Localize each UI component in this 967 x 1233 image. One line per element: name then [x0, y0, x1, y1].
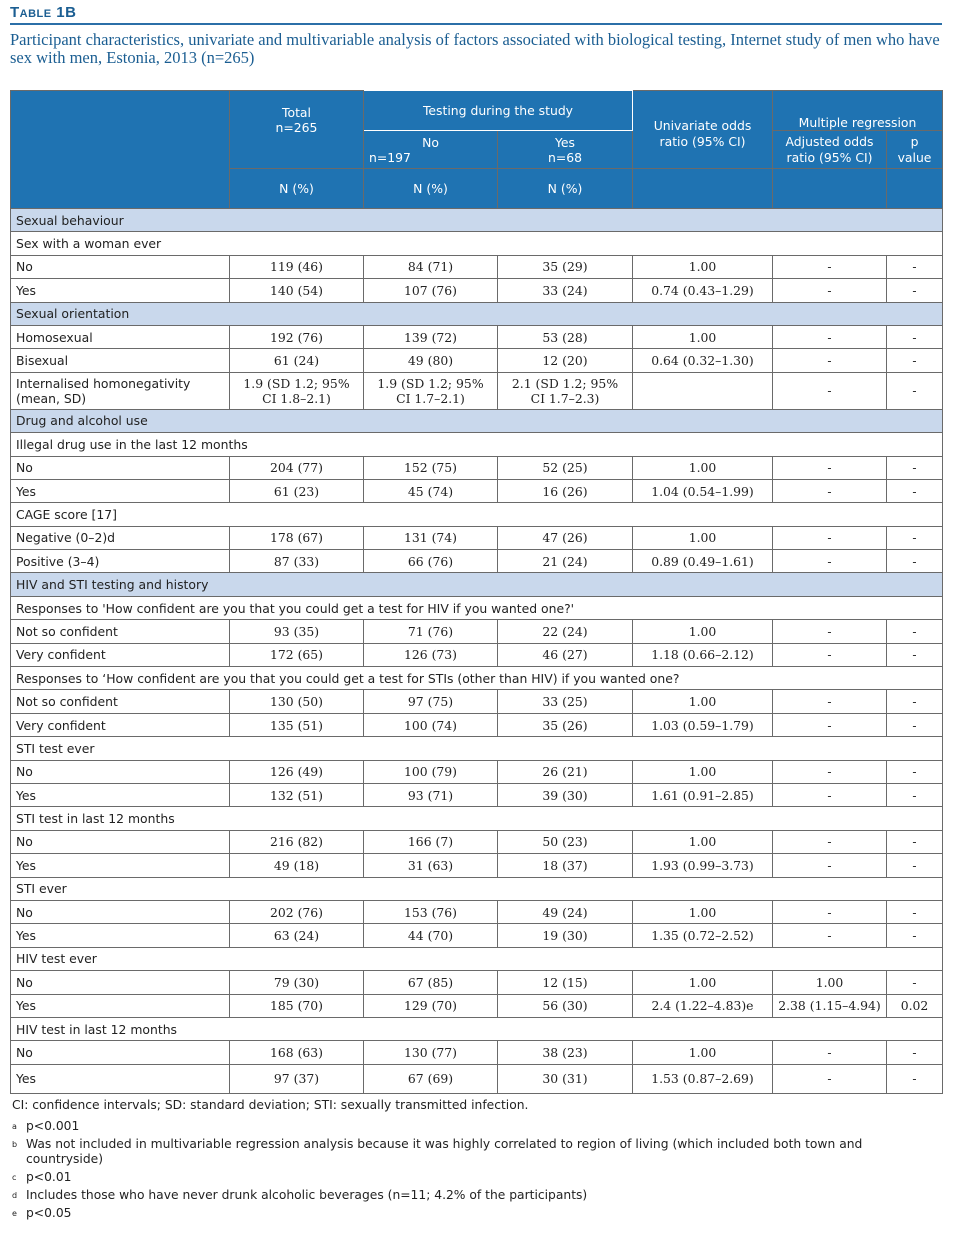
subsection-label: Responses to ‘How confident are you that you could get a test for STIs (other than HIV) if you wanted one?: [11, 667, 943, 690]
cell-univariate-or: 0.89 (0.49–1.61): [633, 550, 773, 573]
table-body: [11, 209, 943, 1094]
cell-no: 97 (75): [364, 690, 498, 713]
cell-no: 153 (76): [364, 900, 498, 923]
cell-total: 126 (49): [230, 760, 364, 783]
section-row: [11, 573, 943, 596]
cell-p-value: -: [887, 713, 943, 736]
cell-p-value: -: [887, 830, 943, 853]
header-total-n: n=265: [275, 120, 318, 135]
row-label: No: [11, 760, 230, 783]
cell-adjusted-or: -: [773, 690, 887, 713]
cell-total: 61 (23): [230, 479, 364, 502]
cell-yes: 21 (24): [498, 550, 633, 573]
cell-p-value: -: [887, 783, 943, 806]
cell-total: 168 (63): [230, 1041, 364, 1064]
cell-total: 216 (82): [230, 830, 364, 853]
cell-total: 97 (37): [230, 1064, 364, 1093]
header-multiple: Multiple regression: [773, 91, 943, 131]
cell-yes: 33 (25): [498, 690, 633, 713]
table-row: [11, 713, 943, 736]
row-label: No: [11, 255, 230, 278]
cell-p-value: -: [887, 620, 943, 643]
cell-adjusted-or: 2.38 (1.15–4.94): [773, 994, 887, 1017]
section-row: [11, 302, 943, 325]
table-heading: [10, 4, 942, 67]
footnote-text: p<0.05: [26, 1206, 72, 1220]
footnote-mark: b: [12, 1140, 18, 1149]
row-label: No: [11, 830, 230, 853]
subsection-row: [11, 433, 943, 456]
cell-yes: 50 (23): [498, 830, 633, 853]
cell-total: 172 (65): [230, 643, 364, 666]
cell-univariate-or: 0.64 (0.32–1.30): [633, 349, 773, 372]
cell-p-value: -: [887, 372, 943, 409]
cell-adjusted-or: -: [773, 479, 887, 502]
cell-yes: 33 (24): [498, 279, 633, 302]
cell-yes: 35 (29): [498, 255, 633, 278]
cell-univariate-or: [633, 372, 773, 409]
cell-p-value: -: [887, 550, 943, 573]
cell-yes: 49 (24): [498, 900, 633, 923]
row-label: Yes: [11, 479, 230, 502]
cell-yes: 39 (30): [498, 783, 633, 806]
table-row: [11, 526, 943, 549]
row-label: Bisexual: [11, 349, 230, 372]
table-row: [11, 643, 943, 666]
cell-total: 192 (76): [230, 325, 364, 348]
cell-p-value: -: [887, 924, 943, 947]
cell-total: 135 (51): [230, 713, 364, 736]
cell-no: 84 (71): [364, 255, 498, 278]
cell-adjusted-or: -: [773, 1041, 887, 1064]
section-label: Sexual behaviour: [11, 209, 943, 232]
cell-no: 44 (70): [364, 924, 498, 947]
header-total-label: Total: [282, 105, 311, 120]
table-row: [11, 830, 943, 853]
cell-yes: 26 (21): [498, 760, 633, 783]
cell-yes: 18 (37): [498, 854, 633, 877]
section-label: Sexual orientation: [11, 302, 943, 325]
row-label: Yes: [11, 854, 230, 877]
cell-total: 1.9 (SD 1.2; 95% CI 1.8–2.1): [230, 372, 364, 409]
header-univariate-blank: [633, 169, 773, 209]
subsection-row: [11, 947, 943, 970]
cell-total: 63 (24): [230, 924, 364, 947]
cell-adjusted-or: -: [773, 279, 887, 302]
cell-yes: 30 (31): [498, 1064, 633, 1093]
subsection-row: [11, 1017, 943, 1040]
cell-adjusted-or: -: [773, 325, 887, 348]
subsection-label: STI test ever: [11, 737, 943, 760]
cell-univariate-or: 1.00: [633, 325, 773, 348]
table-row: [11, 854, 943, 877]
cell-total: 204 (77): [230, 456, 364, 479]
row-label: Homosexual: [11, 325, 230, 348]
cell-univariate-or: 1.00: [633, 620, 773, 643]
cell-total: 140 (54): [230, 279, 364, 302]
cell-yes: 12 (20): [498, 349, 633, 372]
cell-univariate-or: 1.00: [633, 971, 773, 994]
table-row: [11, 971, 943, 994]
header-no-npct: N (%): [364, 169, 498, 209]
cell-univariate-or: 1.00: [633, 830, 773, 853]
cell-adjusted-or: -: [773, 713, 887, 736]
cell-no: 67 (85): [364, 971, 498, 994]
footnote-mark: a: [12, 1122, 17, 1131]
subsection-row: [11, 877, 943, 900]
table-row: [11, 1041, 943, 1064]
row-label: Very confident: [11, 643, 230, 666]
data-table: [10, 90, 943, 1094]
cell-univariate-or: 0.74 (0.43–1.29): [633, 279, 773, 302]
footnote: [12, 1137, 932, 1167]
row-label: Yes: [11, 1064, 230, 1093]
cell-univariate-or: 1.00: [633, 690, 773, 713]
header-yes-label: Yes: [554, 135, 575, 150]
cell-adjusted-or: 1.00: [773, 971, 887, 994]
cell-yes: 2.1 (SD 1.2; 95% CI 1.7–2.3): [498, 372, 633, 409]
cell-univariate-or: 1.53 (0.87–2.69): [633, 1064, 773, 1093]
cell-univariate-or: 1.03 (0.59–1.79): [633, 713, 773, 736]
footnote-text: p<0.01: [26, 1170, 72, 1184]
subsection-row: [11, 232, 943, 255]
cell-total: 93 (35): [230, 620, 364, 643]
cell-p-value: -: [887, 349, 943, 372]
row-label: No: [11, 1041, 230, 1064]
cell-no: 1.9 (SD 1.2; 95% CI 1.7–2.1): [364, 372, 498, 409]
cell-univariate-or: 2.4 (1.22–4.83)e: [633, 994, 773, 1017]
cell-p-value: -: [887, 279, 943, 302]
subsection-label: CAGE score [17]: [11, 503, 943, 526]
cell-yes: 22 (24): [498, 620, 633, 643]
header-no: [364, 131, 498, 169]
cell-p-value: -: [887, 1064, 943, 1093]
subsection-label: STI test in last 12 months: [11, 807, 943, 830]
subsection-label: Illegal drug use in the last 12 months: [11, 433, 943, 456]
row-label: Yes: [11, 279, 230, 302]
subsection-label: STI ever: [11, 877, 943, 900]
cell-p-value: -: [887, 1041, 943, 1064]
section-row: [11, 209, 943, 232]
footnote-text: Includes those who have never drunk alcoholic beverages (n=11; 4.2% of the participants): [26, 1188, 588, 1202]
header-total: [230, 91, 364, 169]
cell-adjusted-or: -: [773, 1064, 887, 1093]
header-yes-npct: N (%): [498, 169, 633, 209]
cell-adjusted-or: -: [773, 924, 887, 947]
row-label: Yes: [11, 783, 230, 806]
table-row: [11, 994, 943, 1017]
row-label: Yes: [11, 924, 230, 947]
cell-adjusted-or: -: [773, 783, 887, 806]
cell-adjusted-or: -: [773, 372, 887, 409]
cell-no: 166 (7): [364, 830, 498, 853]
footnote-mark: e: [12, 1209, 17, 1218]
cell-no: 131 (74): [364, 526, 498, 549]
table-row: [11, 783, 943, 806]
cell-total: 79 (30): [230, 971, 364, 994]
cell-adjusted-or: -: [773, 760, 887, 783]
row-label: Not so confident: [11, 690, 230, 713]
table-row: [11, 279, 943, 302]
cell-no: 107 (76): [364, 279, 498, 302]
cell-yes: 56 (30): [498, 994, 633, 1017]
cell-yes: 46 (27): [498, 643, 633, 666]
table-row: [11, 900, 943, 923]
table-row: [11, 760, 943, 783]
cell-total: 130 (50): [230, 690, 364, 713]
cell-univariate-or: 1.00: [633, 900, 773, 923]
cell-yes: 19 (30): [498, 924, 633, 947]
subsection-row: [11, 503, 943, 526]
cell-adjusted-or: -: [773, 255, 887, 278]
table-row: [11, 924, 943, 947]
cell-no: 45 (74): [364, 479, 498, 502]
subsection-row: [11, 667, 943, 690]
header-total-npct: N (%): [230, 169, 364, 209]
cell-univariate-or: 1.00: [633, 255, 773, 278]
cell-p-value: -: [887, 479, 943, 502]
header-p-blank: [887, 169, 943, 209]
row-label: Internalised homonegativity (mean, SD): [11, 372, 230, 409]
cell-yes: 53 (28): [498, 325, 633, 348]
header-testing-group: Testing during the study: [364, 91, 633, 131]
row-label: Yes: [11, 994, 230, 1017]
cell-adjusted-or: -: [773, 526, 887, 549]
cell-p-value: -: [887, 690, 943, 713]
cell-p-value: 0.02: [887, 994, 943, 1017]
table-row: [11, 456, 943, 479]
cell-adjusted-or: -: [773, 456, 887, 479]
cell-yes: 38 (23): [498, 1041, 633, 1064]
cell-no: 130 (77): [364, 1041, 498, 1064]
footnote: [12, 1206, 932, 1221]
footnote-list: [12, 1119, 932, 1221]
cell-univariate-or: 1.00: [633, 456, 773, 479]
section-row: [11, 409, 943, 432]
row-label: Positive (3–4): [11, 550, 230, 573]
cell-adjusted-or: -: [773, 854, 887, 877]
cell-total: 202 (76): [230, 900, 364, 923]
cell-adjusted-or: -: [773, 620, 887, 643]
table-row: [11, 349, 943, 372]
cell-p-value: -: [887, 760, 943, 783]
header-blank: [11, 91, 230, 209]
cell-no: 93 (71): [364, 783, 498, 806]
cell-yes: 47 (26): [498, 526, 633, 549]
cell-total: 61 (24): [230, 349, 364, 372]
section-label: Drug and alcohol use: [11, 409, 943, 432]
cell-univariate-or: 1.35 (0.72–2.52): [633, 924, 773, 947]
table-row: [11, 479, 943, 502]
cell-univariate-or: 1.04 (0.54–1.99): [633, 479, 773, 502]
cell-adjusted-or: -: [773, 643, 887, 666]
subsection-label: Sex with a woman ever: [11, 232, 943, 255]
row-label: No: [11, 971, 230, 994]
cell-yes: 52 (25): [498, 456, 633, 479]
cell-total: 185 (70): [230, 994, 364, 1017]
table-row: [11, 325, 943, 348]
cell-adjusted-or: -: [773, 830, 887, 853]
header-no-n: n=197: [369, 150, 411, 165]
cell-no: 66 (76): [364, 550, 498, 573]
subsection-row: [11, 596, 943, 619]
footnote: [12, 1119, 932, 1134]
cell-p-value: -: [887, 643, 943, 666]
row-label: No: [11, 456, 230, 479]
header-adjusted: Adjusted odds ratio (95% CI): [773, 131, 887, 169]
cell-p-value: -: [887, 255, 943, 278]
cell-total: 49 (18): [230, 854, 364, 877]
table-row: [11, 255, 943, 278]
header-no-label: No: [422, 135, 439, 150]
cell-p-value: -: [887, 854, 943, 877]
cell-no: 100 (74): [364, 713, 498, 736]
row-label: Not so confident: [11, 620, 230, 643]
table-row: [11, 1064, 943, 1093]
header-p: p value: [887, 131, 943, 169]
cell-total: 87 (33): [230, 550, 364, 573]
cell-no: 126 (73): [364, 643, 498, 666]
cell-univariate-or: 1.00: [633, 1041, 773, 1064]
subsection-row: [11, 807, 943, 830]
header-yes-n: n=68: [547, 150, 582, 165]
cell-yes: 35 (26): [498, 713, 633, 736]
row-label: Very confident: [11, 713, 230, 736]
cell-no: 139 (72): [364, 325, 498, 348]
section-label: HIV and STI testing and history: [11, 573, 943, 596]
cell-yes: 16 (26): [498, 479, 633, 502]
subsection-row: [11, 737, 943, 760]
cell-univariate-or: 1.00: [633, 526, 773, 549]
table-row: [11, 550, 943, 573]
table-caption: Participant characteristics, univariate and multivariable analysis of factors associated with biological testing, Internet study of men who have sex with men, Estonia, 2013 (n=265): [10, 30, 940, 67]
table-row: [11, 620, 943, 643]
cell-p-value: -: [887, 900, 943, 923]
cell-univariate-or: 1.18 (0.66–2.12): [633, 643, 773, 666]
cell-total: 178 (67): [230, 526, 364, 549]
cell-no: 129 (70): [364, 994, 498, 1017]
cell-univariate-or: 1.93 (0.99–3.73): [633, 854, 773, 877]
header-adjusted-blank: [773, 169, 887, 209]
footnote-mark: c: [12, 1173, 17, 1182]
cell-p-value: -: [887, 971, 943, 994]
header-yes: [498, 131, 633, 169]
subsection-label: Responses to 'How confident are you that you could get a test for HIV if you wanted one?': [11, 596, 943, 619]
cell-univariate-or: 1.61 (0.91–2.85): [633, 783, 773, 806]
footnote-mark: d: [12, 1191, 18, 1200]
subsection-label: HIV test in last 12 months: [11, 1017, 943, 1040]
cell-univariate-or: 1.00: [633, 760, 773, 783]
cell-no: 31 (63): [364, 854, 498, 877]
table-label: Table 1B: [10, 4, 942, 25]
cell-adjusted-or: -: [773, 900, 887, 923]
cell-p-value: -: [887, 526, 943, 549]
cell-no: 71 (76): [364, 620, 498, 643]
footnote: [12, 1170, 932, 1185]
header-univariate: Univariate odds ratio (95% CI): [633, 91, 773, 169]
footnote-text: p<0.001: [26, 1119, 80, 1133]
row-label: Negative (0–2)d: [11, 526, 230, 549]
cell-no: 49 (80): [364, 349, 498, 372]
cell-total: 119 (46): [230, 255, 364, 278]
cell-total: 132 (51): [230, 783, 364, 806]
cell-no: 152 (75): [364, 456, 498, 479]
row-label: No: [11, 900, 230, 923]
cell-p-value: -: [887, 325, 943, 348]
table-row: [11, 372, 943, 409]
footnotes: [12, 1098, 932, 1224]
cell-adjusted-or: -: [773, 550, 887, 573]
footnote-text: Was not included in multivariable regression analysis because it was highly correlated to region of living (which included both town and countryside): [26, 1137, 863, 1166]
cell-no: 67 (69): [364, 1064, 498, 1093]
footnote: [12, 1188, 932, 1203]
footnote-abbreviations: CI: confidence intervals; SD: standard deviation; STI: sexually transmitted infection.: [12, 1098, 529, 1112]
subsection-label: HIV test ever: [11, 947, 943, 970]
cell-adjusted-or: -: [773, 349, 887, 372]
cell-no: 100 (79): [364, 760, 498, 783]
cell-yes: 12 (15): [498, 971, 633, 994]
table-row: [11, 690, 943, 713]
cell-p-value: -: [887, 456, 943, 479]
